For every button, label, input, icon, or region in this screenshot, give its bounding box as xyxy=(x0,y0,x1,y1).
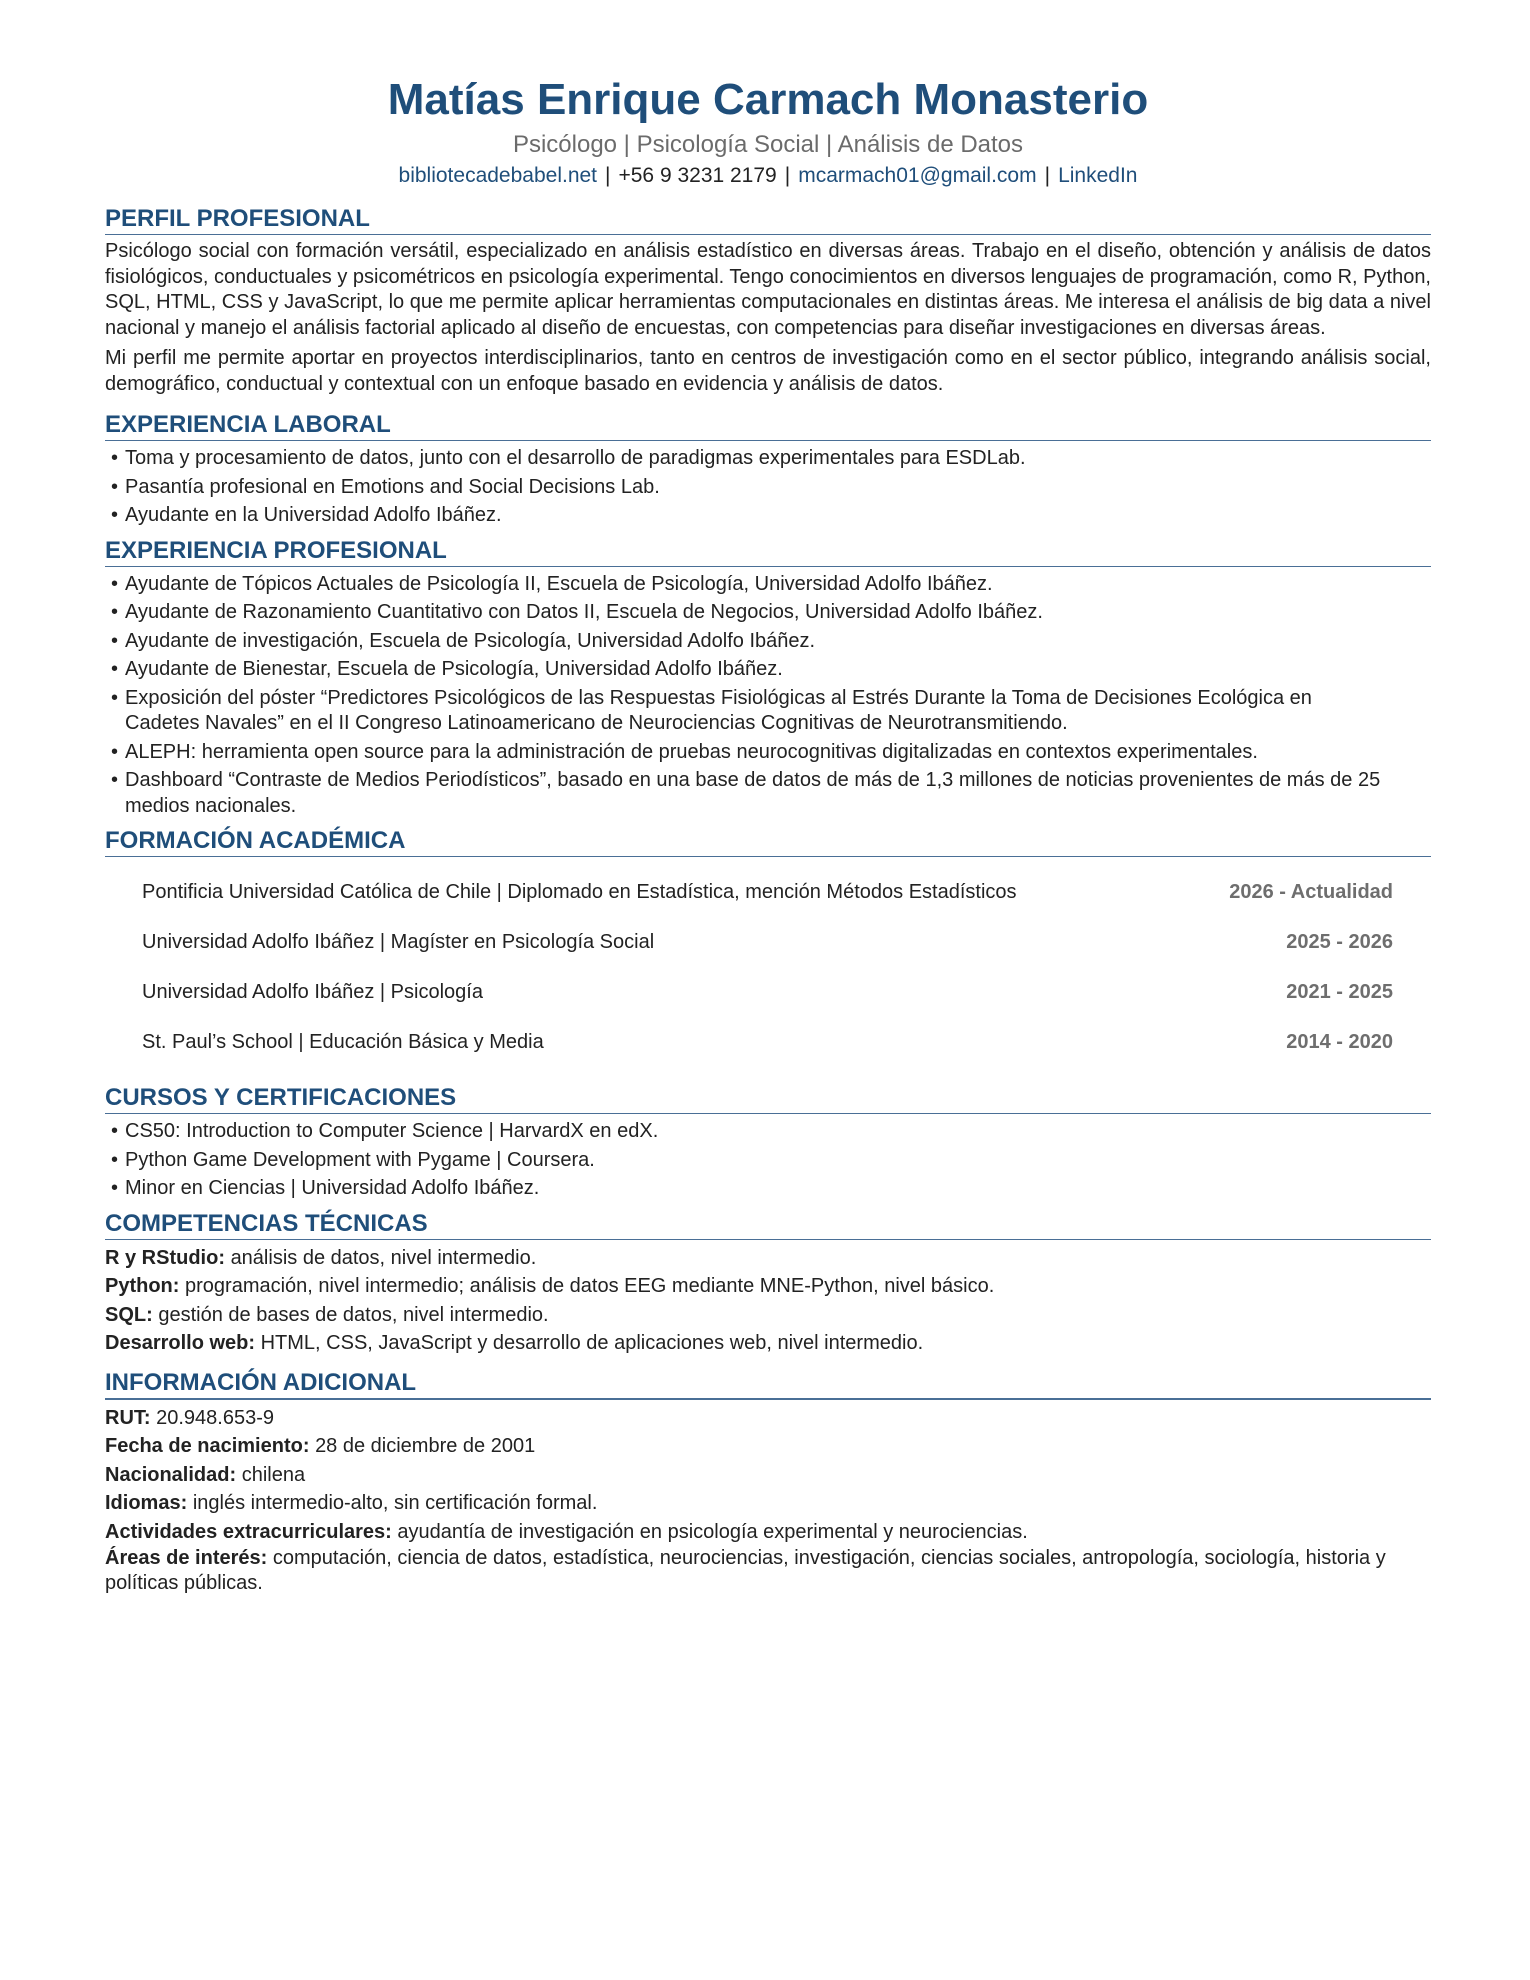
cursos-list xyxy=(105,1119,1431,1202)
list-item: • Ayudante de Bienestar, Escuela de Psicología, Universidad Adolfo Ibáñez. xyxy=(105,657,1431,683)
info-row xyxy=(105,1518,1431,1547)
list-item: • Ayudante de investigación, Escuela de Psicología, Universidad Adolfo Ibáñez. xyxy=(105,629,1431,655)
section-title-laboral: EXPERIENCIA LABORAL xyxy=(105,406,1431,441)
list-item: • Dashboard “Contraste de Medios Periodísticos”, basado en una base de datos de más de 1,3 millones de noticias provenientes de más de 25 medios nacionales. xyxy=(105,768,1431,819)
education-years: 2021 - 2025 xyxy=(1286,981,1393,1003)
laboral-list xyxy=(105,446,1431,529)
education-description: St. Paul’s School | Educación Básica y Media xyxy=(142,1031,544,1053)
skill-label: Python: xyxy=(105,1275,180,1297)
section-title-perfil: PERFIL PROFESIONAL xyxy=(105,200,1431,235)
education-row xyxy=(105,967,1431,1017)
contact-separator: | xyxy=(605,164,611,187)
list-item: • Ayudante de Razonamiento Cuantitativo con Datos II, Escuela de Negocios, Universidad Adolfo Ibáñez. xyxy=(105,600,1431,626)
info-label: Áreas de interés: xyxy=(105,1547,268,1569)
profesional-list xyxy=(105,572,1431,820)
info-value: computación, ciencia de datos, estadística, neurociencias, investigación, ciencias sociales, antropología, sociología, historia y políticas públicas. xyxy=(105,1547,1386,1594)
skill-row xyxy=(105,1329,1431,1358)
candidate-subtitle: Psicólogo | Psicología Social | Análisis de Datos xyxy=(512,131,1024,158)
info-value: inglés intermedio-alto, sin certificación formal. xyxy=(192,1492,598,1514)
info-value: ayudantía de investigación en psicología experimental y neurociencias. xyxy=(397,1520,1028,1543)
skill-value: gestión de bases de datos, nivel intermedio. xyxy=(158,1303,549,1326)
list-item: • Exposición del póster “Predictores Psicológicos de las Respuestas Fisiológicas al Estrés Durante la Toma de Decisiones Ecológica en Cadetes Navales” en el II Congreso Latinoamericano de Neurociencias Cognitivas de Neurotransmitiendo. xyxy=(105,686,1431,737)
info-value: chilena xyxy=(241,1463,306,1486)
info-value: 20.948.653-9 xyxy=(156,1406,274,1429)
list-item: • Python Game Development with Pygame | Coursera. xyxy=(105,1148,1431,1174)
info-label: Fecha de nacimiento: xyxy=(105,1435,310,1457)
linkedin-link[interactable]: LinkedIn xyxy=(1058,164,1138,187)
info-row xyxy=(105,1489,1431,1518)
competencias-block xyxy=(105,1244,1431,1358)
education-description: Pontificia Universidad Católica de Chile | Diplomado en Estadística, mención Métodos Estadísticos xyxy=(142,881,1017,903)
info-value: 28 de diciembre de 2001 xyxy=(315,1435,536,1457)
perfil-paragraph: Psicólogo social con formación versátil, especializado en análisis estadístico en diversas áreas. Trabajo en el diseño, obtención y análisis de datos fisiológicos, conductuales y psicométricos en psicología experimental. Tengo conocimientos en diversos lenguajes de programación, como R, Python, SQL, HTML, CSS y JavaScript, lo que me permite aplicar herramientas computacionales en distintas áreas. Me interesa el análisis de big data a nivel nacional y manejo el análisis factorial aplicado al diseño de encuestas, con competencias para diseñar investigaciones en diversas áreas. xyxy=(105,240,1431,339)
candidate-name: Matías Enrique Carmach Monasterio xyxy=(387,75,1149,124)
contact-separator: | xyxy=(1044,164,1051,187)
list-item: • Ayudante en la Universidad Adolfo Ibáñez. xyxy=(105,503,1431,529)
skill-row xyxy=(105,1301,1431,1330)
info-label: Actividades extracurriculares: xyxy=(105,1520,392,1543)
perfil-paragraph: Mi perfil me permite aportar en proyectos interdisciplinarios, tanto en centros de investigación como en el sector público, integrando análisis social, demográfico, conductual y contextual con un enfoque basado en evidencia y análisis de datos. xyxy=(105,347,1431,395)
list-item: • CS50: Introduction to Computer Science | HarvardX en edX. xyxy=(105,1119,1431,1145)
education-years: 2014 - 2020 xyxy=(1286,1031,1393,1053)
info-label: RUT: xyxy=(105,1406,151,1429)
education-table xyxy=(105,867,1431,1067)
skill-row xyxy=(105,1244,1431,1273)
list-item: • ALEPH: herramienta open source para la administración de pruebas neurocognitivas digitalizadas en contextos experimentales. xyxy=(105,740,1431,766)
section-title-profesional: EXPERIENCIA PROFESIONAL xyxy=(105,532,1431,567)
skill-label: R y RStudio: xyxy=(105,1246,225,1269)
education-description: Universidad Adolfo Ibáñez | Magíster en Psicología Social xyxy=(142,931,655,953)
education-row xyxy=(105,1017,1431,1067)
skill-label: SQL: xyxy=(105,1303,153,1326)
info-row xyxy=(105,1432,1431,1461)
section-title-formacion: FORMACIÓN ACADÉMICA xyxy=(105,822,1431,857)
contact-line xyxy=(105,160,1431,192)
info-label: Nacionalidad: xyxy=(105,1463,237,1486)
skill-value: programación, nivel intermedio; análisis de datos EEG mediante MNE-Python, nivel básico. xyxy=(185,1275,995,1297)
list-item: • Ayudante de Tópicos Actuales de Psicología II, Escuela de Psicología, Universidad Adolfo Ibáñez. xyxy=(105,572,1431,598)
list-item: • Minor en Ciencias | Universidad Adolfo Ibáñez. xyxy=(105,1176,1431,1202)
skill-row xyxy=(105,1272,1431,1301)
contact-separator: | xyxy=(784,164,791,187)
website-link[interactable]: bibliotecadebabel.net xyxy=(398,164,598,187)
phone-number: +56 9 3231 2179 xyxy=(618,164,777,187)
section-title-adicional: INFORMACIÓN ADICIONAL xyxy=(105,1364,1431,1400)
section-title-competencias: COMPETENCIAS TÉCNICAS xyxy=(105,1205,1431,1240)
info-label: Idiomas: xyxy=(105,1492,188,1514)
education-years: 2026 - Actualidad xyxy=(1229,881,1393,903)
adicional-block xyxy=(105,1404,1431,1597)
info-row xyxy=(105,1404,1431,1433)
skill-label: Desarrollo web: xyxy=(105,1332,256,1354)
section-title-cursos: CURSOS Y CERTIFICACIONES xyxy=(105,1079,1431,1114)
education-row xyxy=(105,867,1431,917)
info-row xyxy=(105,1461,1431,1490)
skill-value: análisis de datos, nivel intermedio. xyxy=(230,1246,537,1269)
list-item: • Toma y procesamiento de datos, junto con el desarrollo de paradigmas experimentales para ESDLab. xyxy=(105,446,1431,472)
skill-value: HTML, CSS, JavaScript y desarrollo de aplicaciones web, nivel intermedio. xyxy=(260,1332,924,1354)
education-description: Universidad Adolfo Ibáñez | Psicología xyxy=(142,981,483,1003)
info-row xyxy=(105,1546,1431,1596)
list-item: • Pasantía profesional en Emotions and Social Decisions Lab. xyxy=(105,475,1431,501)
resume-page xyxy=(105,70,1431,1602)
email-link[interactable]: mcarmach01@gmail.com xyxy=(798,164,1037,187)
education-row xyxy=(105,917,1431,967)
education-years: 2025 - 2026 xyxy=(1286,931,1393,953)
